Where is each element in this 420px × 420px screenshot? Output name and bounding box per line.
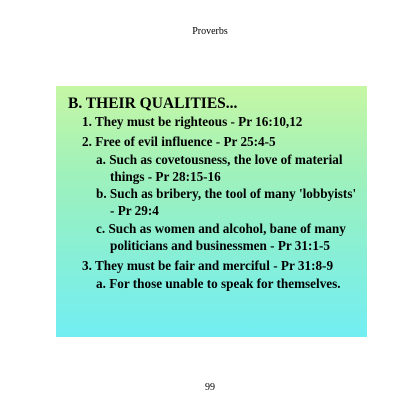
- page-number: 99: [205, 382, 215, 393]
- outline-subpoint-3a: a. For those unable to speak for themselves.: [96, 275, 341, 291]
- outline-point-2: 2. Free of evil influence - Pr 25:4-5: [82, 134, 276, 150]
- running-header: Proverbs: [192, 26, 228, 37]
- slide-heading: B. THEIR QUALITIES...: [68, 95, 238, 112]
- slide-box: [56, 86, 367, 337]
- outline-subpoint-2b: b. Such as bribery, the tool of many 'lobbyists': [96, 186, 357, 202]
- outline-subpoint-2b-continued: - Pr 29:4: [110, 203, 159, 219]
- outline-point-1: 1. They must be righteous - Pr 16:10,12: [82, 114, 303, 129]
- outline-point-3: 3. They must be fair and merciful - Pr 31:8-9: [82, 258, 334, 274]
- outline-subpoint-2c-continued: politicians and businessmen - Pr 31:1-5: [110, 238, 330, 254]
- outline-subpoint-2a: a. Such as covetousness, the love of material: [96, 151, 343, 167]
- outline-subpoint-2a-continued: things - Pr 28:15-16: [110, 168, 221, 184]
- outline-subpoint-2c: c. Such as women and alcohol, bane of many: [96, 220, 346, 236]
